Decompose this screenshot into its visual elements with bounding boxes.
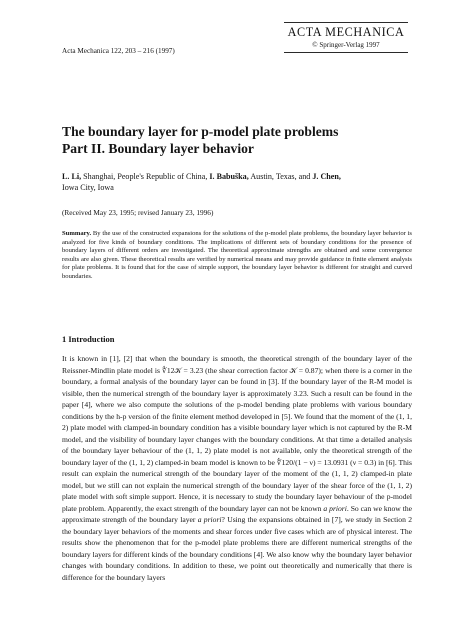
author-list	[62, 171, 418, 193]
journal-name: ACTA MECHANICA	[287, 25, 405, 39]
journal-citation: Acta Mechanica 122, 203 – 216 (1997)	[62, 47, 175, 55]
received-dates: (Received May 23, 1995; revised January 23, 1996)	[62, 208, 214, 217]
masthead-top-rule	[284, 22, 408, 23]
body-segment: It is known in [1], [2] that when the boundary is smooth, the theoretical strength of the boundary layer of the Reissner-Mindlin plate model is	[62, 354, 412, 375]
body-segment: ); when there is a corner in the boundary, a formal analysis of the boundary layer can be found in [3]. If the boundary layer of the R-M model is visible, then the numerical strength of the boundary layer is approximately 3.23. Such a result can be found in the paper [4], where we also compute the solutions of the p-model bending plate problems with various boundary conditions by the h-p version of the finite element method developed in [5]. We found that the moment of the (1, 1, 2) plate model with clamped-in boundary condition has a visible boundary layer which is not captured by the R-M model, and the visibility of boundary layer changes with the boundary conditions. At that time a detailed analysis of the boundary layer behaviour of the (1, 1, 2) plate model is not available, only the theoretical strength of the boundary layer of the (1, 1, 2) clamped-in beam model is known to be	[62, 365, 412, 467]
body-segment: (the shear correction factor	[203, 365, 290, 375]
equation-strength-rm: ∜12𝒦 = 3.23	[161, 365, 204, 375]
title-line-2: Part II. Boundary layer behavior	[62, 140, 254, 156]
author-3-affiliation: Iowa City, Iowa	[62, 183, 114, 192]
abstract-text: By the use of the constructed expansions for the solutions of the p-model plate problems, the boundary layer behavior is analyzed for five kinds of boundary conditions. The implications of different sets of boundary conditions for the presence of boundary layers of different orders are investigated. The theoretical approximate strengths are obtained and some convergence results are also given. These theoretical results are verified by numerical means and may provide guidance in finite element analysis for plate problems. It is found that for the case of simple support, the boundary layer behavior is different for straight and curved boundaries.	[62, 230, 412, 280]
body-segment: (ν = 0.3) in [6]. This result can explain the numerical strength of the boundary layer of the moment of the (1, 1, 2) clamped-in plate model, but we still can not explain the numerical strength of the boundary layer of the shear force of the (1, 1, 2) plate model with soft simple support. Hence, it is necessary to study the boundary layer behaviour of the p-model plate problem. Apparently, the exact strength of the boundary layer can not be known	[62, 457, 412, 513]
emphasis-a-priori: a priori	[197, 515, 222, 524]
equation-strength-beam: ∜120/(1 − ν) = 13.0931	[276, 457, 349, 467]
journal-masthead	[284, 22, 408, 53]
equation-shear-factor: 𝒦 = 0.87	[289, 365, 319, 375]
author-3-name: J. Chen,	[312, 172, 341, 181]
abstract	[62, 230, 412, 281]
author-2-name: I. Babuška,	[209, 172, 249, 181]
title-line-1: The boundary layer for p-model plate problems	[62, 124, 339, 139]
author-1-affiliation: Shanghai, People's Republic of China,	[81, 172, 210, 181]
masthead-bottom-rule	[284, 52, 408, 53]
paper-title	[62, 124, 422, 157]
emphasis-a-priori: a priori	[323, 503, 347, 513]
abstract-label: Summary.	[62, 230, 92, 237]
section-heading: 1 Introduction	[62, 334, 115, 344]
author-1-name: L. Li,	[62, 172, 82, 181]
copyright-notice: © Springer-Verlag 1997	[312, 41, 380, 49]
body-segment: . So can we know the approximate strength of the boundary layer	[62, 503, 412, 524]
body-text	[62, 353, 412, 583]
author-2-affiliation: Austin, Texas, and	[248, 172, 313, 181]
body-segment: ? Using the expansions obtained in [7], we study in Section 2 the boundary layer behaviors of the moments and shear forces under five cases which are of physical interest. The results show the phenomenon that for the p-model plate problems there are different numerical strengths of the boundary layers for different kinds of the boundary conditions [4]. We also know why the boundary layer behavior changes with boundary conditions. In addition to these, we point out theoretically and numerically that there is difference for the boundary layers	[62, 515, 412, 582]
